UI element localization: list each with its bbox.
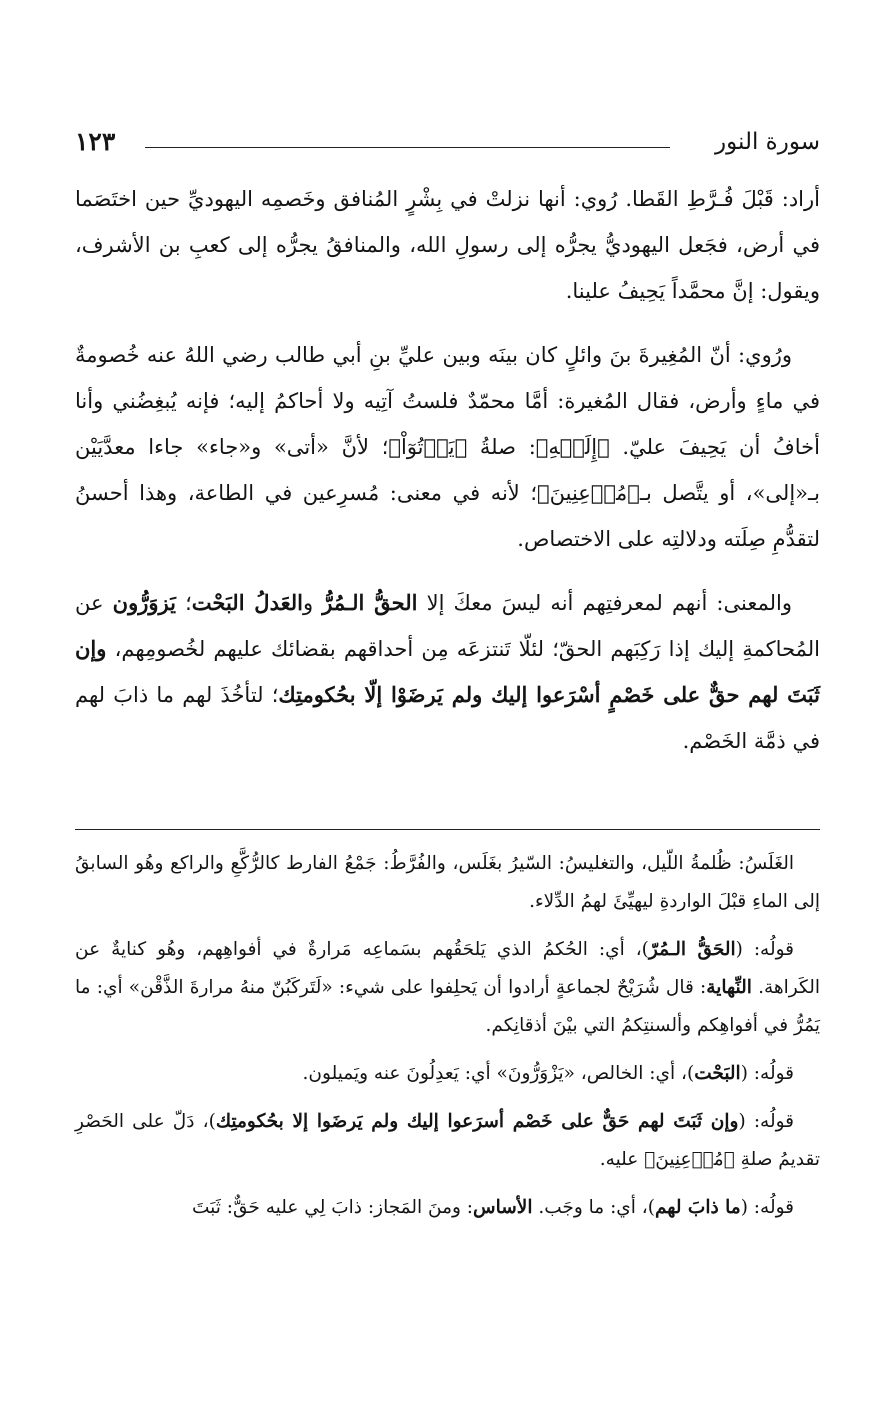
text-run: : ومنَ المَجاز: ذابَ لِي عليه حَقٌّ: ثَبَتَ	[191, 1197, 474, 1218]
text-run: )، دَلّ على الحَصْرِ تقديمُ صلةِ ﴿مُذۡعِنِينَ﴾ عليه.	[75, 1111, 820, 1170]
page-number: ١٢٣	[75, 127, 116, 156]
emphasis: وإن ثَبَتَ لهم حقٌّ على خَصْمٍ أسْرَعوا إليك ولم يَرضَوْا إلّا بحُكومتِك	[75, 636, 820, 707]
header-rule	[145, 147, 670, 148]
note-paragraph: الغَلَسُ: ظُلمةُ اللّيل، والتغليسُ: السّيرُ بغَلَس، والفُرَّطُ: جَمْعُ الفارط كالرُّكَّعِ والراكع وهُو السابقُ إلى الماءِ قبْلَ الواردةِ ليهيِّئَ لهمُ الدِّلاء.	[75, 853, 820, 912]
emphasis: الحَقُّ الـمُرّ	[648, 939, 736, 960]
text-run: و	[302, 591, 323, 615]
emphasis: البَحْت	[694, 1063, 741, 1084]
main-paragraph: أراد: قَبْلَ فُـرَّطِ القَطا. رُوي: أنها نزلتْ في بِشْرٍ المُنافق وخَصمِه اليهوديِّ حين اختَصَما في أرض، فجَعل اليهوديُّ يجرُّه إلى رسولِ الله، والمنافقُ يجرُّه إلى كعبِ بن الأشرف، ويقول: إنَّ محمَّداً يَحِيفُ علينا.	[75, 187, 820, 303]
running-title: سورة النور	[715, 129, 820, 155]
text-run: ؛	[175, 591, 192, 615]
text-run: قولُه: (	[740, 1197, 794, 1218]
emphasis: الحقُّ الـمُرُّ	[322, 590, 418, 615]
emphasis: وإن ثَبَتَ لهم حَقٌّ على خَصْم أسرَعوا إليك ولم يَرضَوا إلا بحُكومتِك	[215, 1111, 739, 1132]
text-run: )، أي: الحُكمُ الذي يَلحَقُهم بسَماعِه مَرارةٌ في أفواهِهم، وهُو كنايةٌ عن الكَراهة.	[75, 939, 820, 998]
commentary-notes	[75, 845, 820, 1237]
text-run: )، أي: الخالص، «يَزْوَرُّونَ» أي: يَعدِلُونَ عنه ويَميلون.	[302, 1063, 695, 1084]
main-paragraph: ورُوي: أنّ المُغِيرةَ بنَ وائلٍ كان بينَه وبين عليِّ بنِ أبي طالب رضي اللهُ عنه خُصومةٌ في ماءٍ وأرض، فقال المُغيرة: أمَّا محمّدٌ فلستُ آتِيه ولا أحاكمُ إليه؛ فإنه يُبغِضُني وأنا أخافُ أن يَحِيفَ عليّ. ﴿إِلَيۡهِ﴾: صلةُ ﴿يَأۡتُوٓاْ﴾؛ لأنَّ «أتى» و«جاء» جاءا معدَّيَيْن بـ«إلى»، أو يتَّصل بـ﴿مُذۡعِنِينَ﴾؛ لأنه في معنى: مُسرِعين في الطاعة، وهذا أحسنُ لتقدُّمِ صِلَته ودلالتِه على الاختصاص.	[75, 343, 820, 551]
text-run: والمعنى: أنهم لمعرفتِهم أنه ليسَ معكَ إلا	[417, 591, 792, 615]
emphasis: العَدلُ البَحْت	[191, 590, 303, 615]
main-paragraph	[75, 580, 820, 764]
note-paragraph	[75, 1189, 820, 1227]
text-run: قولُه: (	[740, 1063, 794, 1084]
source-name: الأساس	[473, 1197, 533, 1218]
text-run: عن المُحاكمةِ إليك إذا رَكِبَهم الحقّ؛ لئلّا تَنتزعَه مِن أحداقهم بقضائك عليهم لخُصومِهم،	[75, 591, 820, 661]
text-run: قولُه: (	[738, 1111, 795, 1132]
source-name: النِّهاية	[706, 977, 752, 998]
emphasis: يَزوَرُّون	[112, 590, 176, 615]
page-header	[75, 125, 820, 161]
note-paragraph	[75, 1055, 820, 1093]
text-run: قولُه: (	[735, 939, 795, 960]
footnote-divider	[75, 829, 820, 830]
main-text	[75, 176, 820, 782]
emphasis: ما ذابَ لهم	[655, 1197, 741, 1218]
note-paragraph	[75, 1103, 820, 1179]
text-run: : قال شُرَيْحٌ لجماعةٍ أرادوا أن يَحلِفوا على شيء: «لَتَركَبُنّ منهُ مرارةَ الذَّقْن» أي: ما يَمُرُّ في أفواهِكم وألسنتِكمُ التي بيْنَ أذقانِكم.	[75, 977, 820, 1036]
note-paragraph	[75, 931, 820, 1045]
text-run: )، أي: ما وجَب.	[532, 1197, 655, 1218]
text-run: ؛ لتأخُذَ لهم ما ذابَ لهم في ذمَّة الخَصْم.	[75, 683, 820, 753]
